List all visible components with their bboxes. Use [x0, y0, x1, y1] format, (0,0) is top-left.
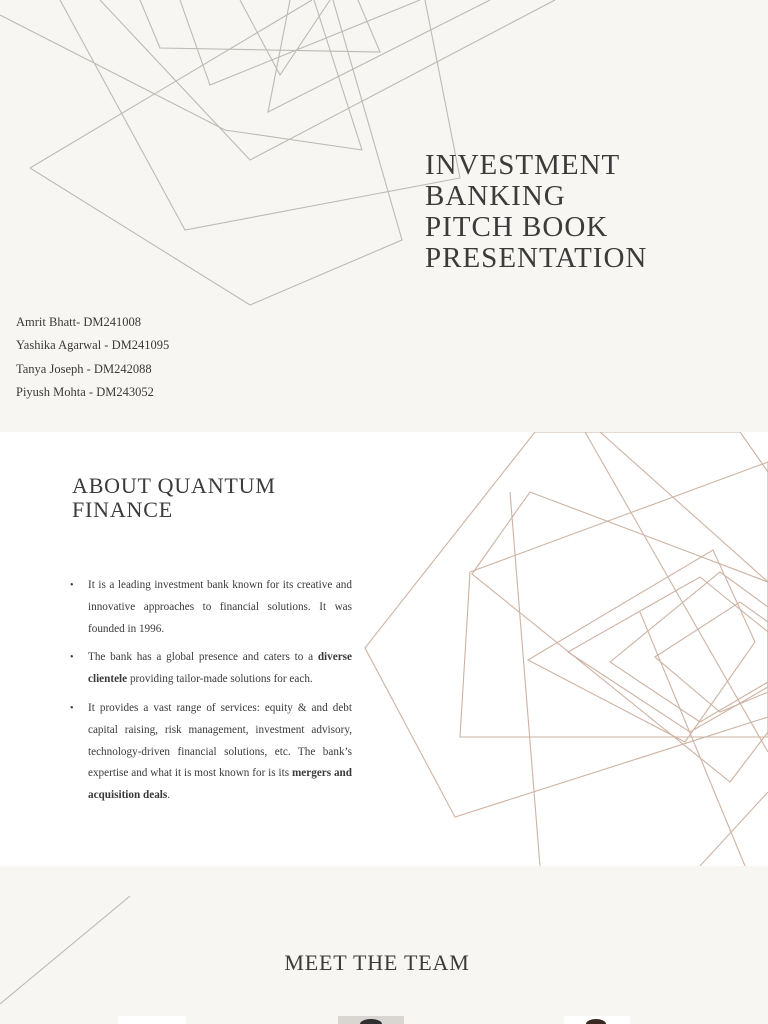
bullet-text: It is a leading investment bank known for its creative and innovative approaches to financial solutions. It was founded in 1996.: [88, 579, 352, 635]
bullet-text: It provides a vast range of services: equity & and debt capital raising, risk management, investment advisory, technology-driven financial solutions, etc. The bank’s expertise and what it is most known for is its: [88, 701, 352, 780]
bullet-item: [88, 647, 352, 691]
team-member-photo: [118, 1016, 186, 1024]
author-item: Amrit Bhatt- DM241008: [16, 315, 141, 329]
bullet-emphasis: mergers and acquisition deals: [88, 767, 353, 802]
bullet-item: [88, 698, 352, 807]
about-bullet-list: [88, 575, 352, 814]
team-member-photo: [564, 1016, 630, 1024]
author-item: Yashika Agarwal - DM241095: [16, 338, 170, 353]
team-slide: [0, 866, 768, 1024]
author-item: Piyush Mohta - DM243052: [16, 384, 154, 399]
bullet-item: [88, 575, 352, 640]
about-slide: [0, 432, 768, 866]
title-slide: [0, 0, 768, 432]
author-list: [16, 312, 169, 405]
bullet-emphasis: diverse clientele: [88, 651, 352, 686]
bullet-text: .: [167, 789, 171, 802]
bullet-text: providing tailor-made solutions for each.: [127, 673, 313, 686]
bullet-text: The bank has a global presence and caters to a: [88, 651, 318, 664]
team-heading: MEET THE TEAM: [284, 950, 470, 975]
presentation-title: INVESTMENT BANKING PITCH BOOK PRESENTATION: [425, 149, 648, 274]
author-item: Tanya Joseph - DM242088: [16, 361, 152, 376]
decorative-line-art: [0, 866, 768, 1024]
team-member-photo: [338, 1016, 404, 1024]
about-heading: ABOUT QUANTUM FINANCE: [72, 473, 276, 522]
